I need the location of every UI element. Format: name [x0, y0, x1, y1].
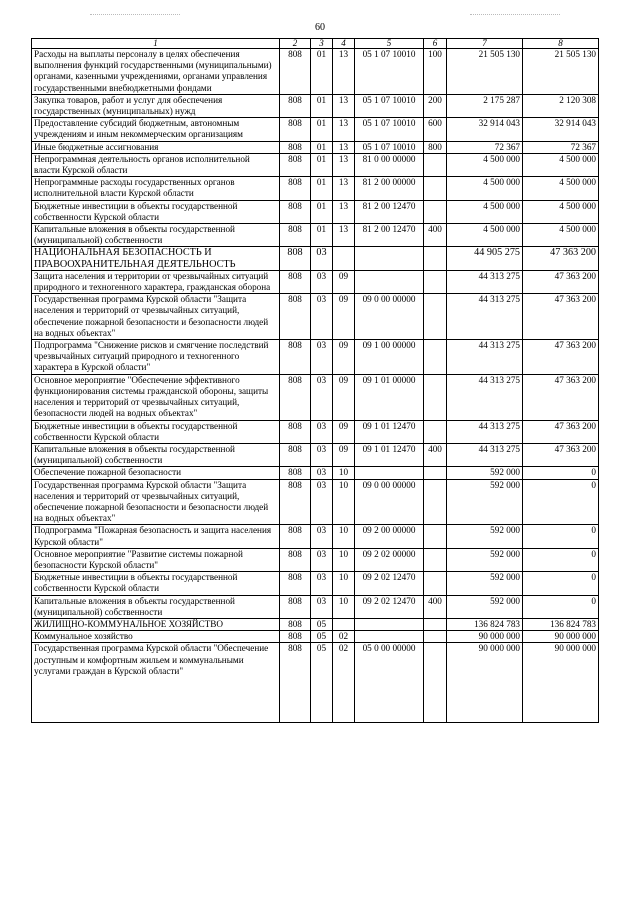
row-sum-year2-cell: 0 [523, 467, 599, 479]
row-pr-cell: 13 [333, 177, 355, 200]
row-vr-cell [424, 631, 447, 643]
row-sum-year1-cell: 44 313 275 [447, 443, 523, 466]
table-row [32, 548, 599, 571]
row-pr-cell: 10 [333, 548, 355, 571]
table-row [32, 94, 599, 117]
row-sum-year1-cell: 592 000 [447, 479, 523, 525]
row-sum-year1-cell: 44 905 275 [447, 247, 523, 270]
row-rz-cell: 01 [311, 177, 333, 200]
row-rz-cell: 01 [311, 49, 333, 95]
col-header-vr: 6 [424, 39, 447, 49]
row-name-cell: Капитальные вложения в объекты государственной (муниципальной) собственности [32, 595, 280, 618]
row-sum-year1-cell: 90 000 000 [447, 643, 523, 723]
col-header-pr: 4 [333, 39, 355, 49]
row-csr-cell: 81 0 00 00000 [355, 153, 424, 176]
row-csr-cell [355, 631, 424, 643]
row-sum-year2-cell: 47 363 200 [523, 443, 599, 466]
row-name-cell: НАЦИОНАЛЬНАЯ БЕЗОПАСНОСТЬ И ПРАВООХРАНИТЕЛЬНАЯ ДЕЯТЕЛЬНОСТЬ [32, 247, 280, 270]
row-sum-year2-cell: 47 363 200 [523, 294, 599, 340]
row-grbs-cell: 808 [280, 467, 311, 479]
row-name-cell: Обеспечение пожарной безопасности [32, 467, 280, 479]
row-sum-year2-cell: 4 500 000 [523, 224, 599, 247]
row-sum-year2-cell: 2 120 308 [523, 94, 599, 117]
row-csr-cell: 09 1 01 12470 [355, 443, 424, 466]
row-sum-year2-cell: 4 500 000 [523, 177, 599, 200]
row-name-cell: Бюджетные инвестиции в объекты государственной собственности Курской области [32, 420, 280, 443]
row-name-cell: Государственная программа Курской области "Защита населения и территорий от чрезвычайных ситуаций, обеспечение пожарной безопасности и безопасности людей на водных объектах" [32, 294, 280, 340]
row-vr-cell [424, 467, 447, 479]
table-row [32, 153, 599, 176]
row-rz-cell: 01 [311, 200, 333, 223]
row-csr-cell [355, 270, 424, 293]
row-vr-cell: 200 [424, 94, 447, 117]
row-pr-cell: 10 [333, 572, 355, 595]
row-rz-cell: 05 [311, 618, 333, 630]
row-name-cell: Подпрограмма "Пожарная безопасность и защита населения Курской области" [32, 525, 280, 548]
row-grbs-cell: 808 [280, 631, 311, 643]
row-pr-cell: 13 [333, 200, 355, 223]
row-vr-cell [424, 153, 447, 176]
row-pr-cell: 09 [333, 270, 355, 293]
row-grbs-cell: 808 [280, 118, 311, 141]
table-row [32, 618, 599, 630]
row-rz-cell: 03 [311, 294, 333, 340]
table-row [32, 595, 599, 618]
row-rz-cell: 01 [311, 224, 333, 247]
row-sum-year2-cell: 47 363 200 [523, 374, 599, 420]
table-row [32, 340, 599, 375]
row-vr-cell [424, 177, 447, 200]
row-grbs-cell: 808 [280, 224, 311, 247]
row-vr-cell [424, 525, 447, 548]
table-row [32, 200, 599, 223]
row-sum-year2-cell: 47 363 200 [523, 340, 599, 375]
scan-artifact-right [470, 14, 560, 17]
row-csr-cell: 09 1 01 00000 [355, 374, 424, 420]
row-grbs-cell: 808 [280, 94, 311, 117]
row-sum-year2-cell: 47 363 200 [523, 420, 599, 443]
row-sum-year1-cell: 72 367 [447, 141, 523, 153]
row-pr-cell: 10 [333, 595, 355, 618]
row-rz-cell: 05 [311, 643, 333, 723]
row-vr-cell [424, 618, 447, 630]
row-sum-year2-cell: 4 500 000 [523, 153, 599, 176]
table-row [32, 525, 599, 548]
row-pr-cell [333, 618, 355, 630]
row-grbs-cell: 808 [280, 525, 311, 548]
row-vr-cell [424, 247, 447, 270]
row-sum-year1-cell: 44 313 275 [447, 294, 523, 340]
row-vr-cell [424, 643, 447, 723]
row-name-cell: Иные бюджетные ассигнования [32, 141, 280, 153]
col-header-csr: 5 [355, 39, 424, 49]
row-grbs-cell: 808 [280, 548, 311, 571]
row-rz-cell: 01 [311, 141, 333, 153]
table-row [32, 224, 599, 247]
row-name-cell: Основное мероприятие "Развитие системы пожарной безопасности Курской области" [32, 548, 280, 571]
row-rz-cell: 03 [311, 572, 333, 595]
row-sum-year1-cell: 44 313 275 [447, 420, 523, 443]
row-vr-cell: 600 [424, 118, 447, 141]
row-rz-cell: 01 [311, 94, 333, 117]
table-row [32, 420, 599, 443]
row-pr-cell [333, 247, 355, 270]
row-vr-cell [424, 270, 447, 293]
row-grbs-cell: 808 [280, 643, 311, 723]
row-sum-year1-cell: 90 000 000 [447, 631, 523, 643]
row-pr-cell: 10 [333, 467, 355, 479]
table-row [32, 49, 599, 95]
row-csr-cell: 05 1 07 10010 [355, 118, 424, 141]
row-name-cell: ЖИЛИЩНО-КОММУНАЛЬНОЕ ХОЗЯЙСТВО [32, 618, 280, 630]
row-name-cell: Бюджетные инвестиции в объекты государственной собственности Курской области [32, 200, 280, 223]
table-row [32, 467, 599, 479]
row-sum-year2-cell: 0 [523, 595, 599, 618]
row-rz-cell: 01 [311, 118, 333, 141]
row-grbs-cell: 808 [280, 141, 311, 153]
row-sum-year2-cell: 90 000 000 [523, 631, 599, 643]
row-vr-cell [424, 340, 447, 375]
table-row [32, 118, 599, 141]
row-vr-cell [424, 294, 447, 340]
table-row [32, 141, 599, 153]
row-sum-year1-cell: 44 313 275 [447, 374, 523, 420]
row-sum-year2-cell: 136 824 783 [523, 618, 599, 630]
row-grbs-cell: 808 [280, 443, 311, 466]
row-sum-year2-cell: 4 500 000 [523, 200, 599, 223]
row-sum-year2-cell: 32 914 043 [523, 118, 599, 141]
row-csr-cell: 09 1 01 12470 [355, 420, 424, 443]
row-sum-year1-cell: 592 000 [447, 467, 523, 479]
col-header-grbs: 2 [280, 39, 311, 49]
row-grbs-cell: 808 [280, 177, 311, 200]
table-row [32, 443, 599, 466]
row-grbs-cell: 808 [280, 479, 311, 525]
row-sum-year2-cell: 21 505 130 [523, 49, 599, 95]
table-row [32, 294, 599, 340]
row-pr-cell: 13 [333, 94, 355, 117]
row-vr-cell [424, 374, 447, 420]
row-vr-cell: 400 [424, 595, 447, 618]
row-name-cell: Государственная программа Курской области "Защита населения и территорий от чрезвычайных ситуаций, обеспечение пожарной безопасности и безопасности людей на водных объектах" [32, 479, 280, 525]
row-vr-cell: 800 [424, 141, 447, 153]
row-rz-cell: 03 [311, 479, 333, 525]
row-sum-year1-cell: 21 505 130 [447, 49, 523, 95]
row-pr-cell: 09 [333, 420, 355, 443]
row-rz-cell: 01 [311, 153, 333, 176]
row-sum-year1-cell: 592 000 [447, 595, 523, 618]
row-sum-year1-cell: 592 000 [447, 572, 523, 595]
row-pr-cell: 09 [333, 443, 355, 466]
row-csr-cell: 09 1 00 00000 [355, 340, 424, 375]
row-csr-cell: 09 2 02 12470 [355, 595, 424, 618]
row-sum-year1-cell: 44 313 275 [447, 340, 523, 375]
table-row [32, 270, 599, 293]
row-csr-cell [355, 247, 424, 270]
row-pr-cell: 13 [333, 141, 355, 153]
row-csr-cell: 09 2 00 00000 [355, 525, 424, 548]
row-grbs-cell: 808 [280, 49, 311, 95]
row-sum-year1-cell: 4 500 000 [447, 153, 523, 176]
row-csr-cell: 09 0 00 00000 [355, 479, 424, 525]
row-sum-year2-cell: 0 [523, 548, 599, 571]
row-sum-year2-cell: 90 000 000 [523, 643, 599, 723]
row-sum-year1-cell: 4 500 000 [447, 224, 523, 247]
table-header-row [32, 39, 599, 49]
row-csr-cell [355, 618, 424, 630]
table-row [32, 374, 599, 420]
row-rz-cell: 03 [311, 247, 333, 270]
row-csr-cell: 09 0 00 00000 [355, 294, 424, 340]
row-pr-cell: 09 [333, 340, 355, 375]
row-grbs-cell: 808 [280, 595, 311, 618]
row-name-cell: Расходы на выплаты персоналу в целях обеспечения выполнения функций государственными (муниципальными) органами, казенными учреждениями, органами управления государственными внебюджетными фондами [32, 49, 280, 95]
row-grbs-cell: 808 [280, 153, 311, 176]
table-row [32, 643, 599, 723]
page-number: 60 [315, 22, 325, 33]
row-grbs-cell: 808 [280, 270, 311, 293]
row-sum-year1-cell: 32 914 043 [447, 118, 523, 141]
row-name-cell: Капитальные вложения в объекты государственной (муниципальной) собственности [32, 443, 280, 466]
row-pr-cell: 09 [333, 294, 355, 340]
row-sum-year1-cell: 136 824 783 [447, 618, 523, 630]
row-csr-cell: 05 1 07 10010 [355, 141, 424, 153]
row-grbs-cell: 808 [280, 374, 311, 420]
row-pr-cell: 13 [333, 224, 355, 247]
row-name-cell: Защита населения и территории от чрезвычайных ситуаций природного и техногенного характера, гражданская оборона [32, 270, 280, 293]
row-vr-cell: 400 [424, 443, 447, 466]
row-csr-cell [355, 467, 424, 479]
row-sum-year1-cell: 592 000 [447, 525, 523, 548]
row-sum-year2-cell: 72 367 [523, 141, 599, 153]
row-csr-cell: 09 2 02 12470 [355, 572, 424, 595]
row-vr-cell [424, 548, 447, 571]
row-pr-cell: 13 [333, 153, 355, 176]
row-rz-cell: 03 [311, 595, 333, 618]
row-name-cell: Бюджетные инвестиции в объекты государственной собственности Курской области [32, 572, 280, 595]
row-pr-cell: 02 [333, 631, 355, 643]
row-rz-cell: 03 [311, 548, 333, 571]
row-sum-year2-cell: 0 [523, 525, 599, 548]
row-rz-cell: 05 [311, 631, 333, 643]
row-name-cell: Государственная программа Курской области "Обеспечение доступным и комфортным жильем и коммунальными услугами граждан в Курской области" [32, 643, 280, 723]
row-name-cell: Коммунальное хозяйство [32, 631, 280, 643]
row-csr-cell: 05 1 07 10010 [355, 94, 424, 117]
row-sum-year1-cell: 4 500 000 [447, 200, 523, 223]
row-name-cell: Непрограммные расходы государственных органов исполнительной власти Курской области [32, 177, 280, 200]
row-rz-cell: 03 [311, 270, 333, 293]
scan-artifact-left [90, 14, 180, 17]
table-row [32, 631, 599, 643]
row-sum-year2-cell: 0 [523, 479, 599, 525]
row-vr-cell [424, 479, 447, 525]
row-grbs-cell: 808 [280, 200, 311, 223]
row-csr-cell: 81 2 00 00000 [355, 177, 424, 200]
col-header-sum-year2: 8 [523, 39, 599, 49]
row-csr-cell: 81 2 00 12470 [355, 224, 424, 247]
row-csr-cell: 09 2 02 00000 [355, 548, 424, 571]
row-pr-cell: 13 [333, 118, 355, 141]
col-header-name: 1 [32, 39, 280, 49]
row-grbs-cell: 808 [280, 294, 311, 340]
row-rz-cell: 03 [311, 340, 333, 375]
row-rz-cell: 03 [311, 420, 333, 443]
row-grbs-cell: 808 [280, 572, 311, 595]
row-rz-cell: 03 [311, 443, 333, 466]
col-header-sum-year1: 7 [447, 39, 523, 49]
row-name-cell: Непрограммная деятельность органов исполнительной власти Курской области [32, 153, 280, 176]
table-body [32, 49, 599, 723]
row-rz-cell: 03 [311, 467, 333, 479]
row-vr-cell: 100 [424, 49, 447, 95]
row-name-cell: Предоставление субсидий бюджетным, автономным учреждениям и иным некоммерческим организациям [32, 118, 280, 141]
row-rz-cell: 03 [311, 525, 333, 548]
table-row [32, 572, 599, 595]
row-sum-year1-cell: 44 313 275 [447, 270, 523, 293]
row-csr-cell: 81 2 00 12470 [355, 200, 424, 223]
row-grbs-cell: 808 [280, 340, 311, 375]
row-pr-cell: 10 [333, 479, 355, 525]
row-name-cell: Закупка товаров, работ и услуг для обеспечения государственных (муниципальных) нужд [32, 94, 280, 117]
row-grbs-cell: 808 [280, 618, 311, 630]
row-sum-year1-cell: 592 000 [447, 548, 523, 571]
row-csr-cell: 05 1 07 10010 [355, 49, 424, 95]
row-pr-cell: 13 [333, 49, 355, 95]
table-row [32, 177, 599, 200]
col-header-rz: 3 [311, 39, 333, 49]
row-vr-cell: 400 [424, 224, 447, 247]
row-pr-cell: 02 [333, 643, 355, 723]
row-rz-cell: 03 [311, 374, 333, 420]
row-name-cell: Подпрограмма "Снижение рисков и смягчение последствий чрезвычайных ситуаций природного и техногенного характера в Курской области" [32, 340, 280, 375]
row-pr-cell: 10 [333, 525, 355, 548]
row-csr-cell: 05 0 00 00000 [355, 643, 424, 723]
row-pr-cell: 09 [333, 374, 355, 420]
row-vr-cell [424, 572, 447, 595]
row-sum-year1-cell: 2 175 287 [447, 94, 523, 117]
table-row [32, 247, 599, 270]
row-grbs-cell: 808 [280, 247, 311, 270]
row-vr-cell [424, 200, 447, 223]
budget-table [31, 38, 599, 723]
row-sum-year2-cell: 47 363 200 [523, 270, 599, 293]
row-grbs-cell: 808 [280, 420, 311, 443]
row-vr-cell [424, 420, 447, 443]
row-sum-year1-cell: 4 500 000 [447, 177, 523, 200]
table-row [32, 479, 599, 525]
row-sum-year2-cell: 0 [523, 572, 599, 595]
row-sum-year2-cell: 47 363 200 [523, 247, 599, 270]
row-name-cell: Капитальные вложения в объекты государственной (муниципальной) собственности [32, 224, 280, 247]
row-name-cell: Основное мероприятие "Обеспечение эффективного функционирования системы гражданской обороны, защиты населения и территорий от чрезвычайных ситуаций, безопасности людей на водных объектах" [32, 374, 280, 420]
